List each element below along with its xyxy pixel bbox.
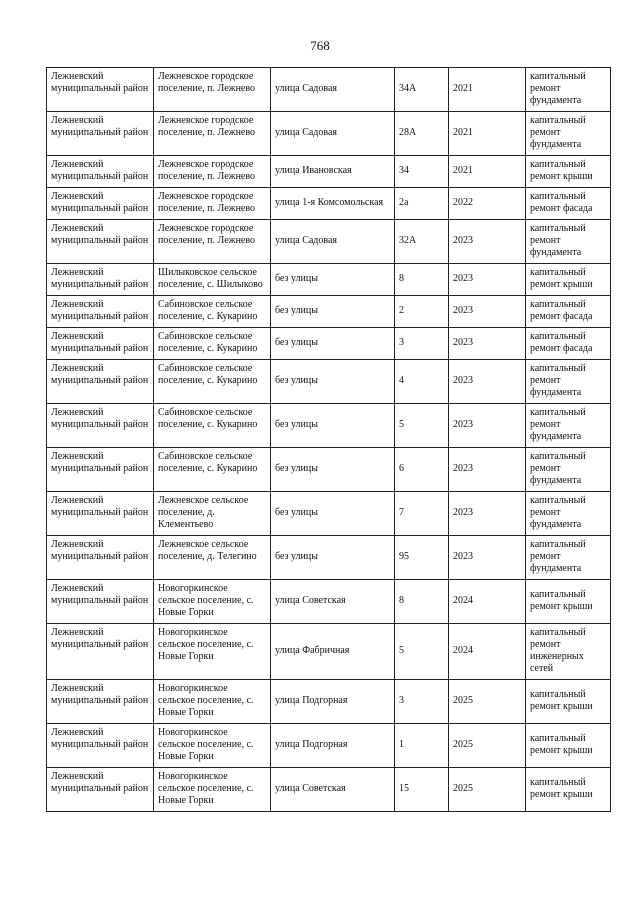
- table-row: [47, 624, 611, 680]
- house-number-cell: 5: [395, 404, 449, 448]
- year-cell: 2021: [449, 68, 526, 112]
- work-type-cell: капитальный ремонт фундамента: [526, 68, 611, 112]
- work-type-cell: капитальный ремонт крыши: [526, 680, 611, 724]
- year-cell: 2021: [449, 156, 526, 188]
- house-number-cell: 2а: [395, 188, 449, 220]
- district-cell: Лежневский муниципальный район: [47, 188, 154, 220]
- house-number-cell: 28А: [395, 112, 449, 156]
- district-cell: Лежневский муниципальный район: [47, 360, 154, 404]
- year-cell: 2023: [449, 448, 526, 492]
- settlement-cell: Лежневское городское поселение, п. Лежнево: [154, 156, 271, 188]
- table-row: [47, 680, 611, 724]
- house-number-cell: 8: [395, 264, 449, 296]
- work-type-cell: капитальный ремонт фасада: [526, 296, 611, 328]
- work-type-cell: капитальный ремонт фундамента: [526, 220, 611, 264]
- settlement-cell: Новогоркинское сельское поселение, с. Новые Горки: [154, 724, 271, 768]
- district-cell: Лежневский муниципальный район: [47, 156, 154, 188]
- settlement-cell: Шилыковское сельское поселение, с. Шилыково: [154, 264, 271, 296]
- table-row: [47, 404, 611, 448]
- settlement-cell: Новогоркинское сельское поселение, с. Новые Горки: [154, 580, 271, 624]
- year-cell: 2022: [449, 188, 526, 220]
- street-cell: улица Ивановская: [271, 156, 395, 188]
- work-type-cell: капитальный ремонт фундамента: [526, 360, 611, 404]
- table-row: [47, 328, 611, 360]
- house-number-cell: 7: [395, 492, 449, 536]
- table-row: [47, 296, 611, 328]
- settlement-cell: Лежневское сельское поселение, д. Телегино: [154, 536, 271, 580]
- year-cell: 2023: [449, 328, 526, 360]
- work-type-cell: капитальный ремонт крыши: [526, 768, 611, 812]
- house-number-cell: 4: [395, 360, 449, 404]
- house-number-cell: 32А: [395, 220, 449, 264]
- district-cell: Лежневский муниципальный район: [47, 680, 154, 724]
- street-cell: улица Садовая: [271, 220, 395, 264]
- year-cell: 2024: [449, 580, 526, 624]
- work-type-cell: капитальный ремонт крыши: [526, 156, 611, 188]
- settlement-cell: Сабиновское сельское поселение, с. Кукарино: [154, 360, 271, 404]
- year-cell: 2025: [449, 680, 526, 724]
- district-cell: Лежневский муниципальный район: [47, 492, 154, 536]
- street-cell: без улицы: [271, 404, 395, 448]
- street-cell: без улицы: [271, 448, 395, 492]
- work-type-cell: капитальный ремонт крыши: [526, 580, 611, 624]
- work-type-cell: капитальный ремонт фундамента: [526, 536, 611, 580]
- house-number-cell: 6: [395, 448, 449, 492]
- table-row: [47, 768, 611, 812]
- street-cell: без улицы: [271, 360, 395, 404]
- district-cell: Лежневский муниципальный район: [47, 536, 154, 580]
- street-cell: улица Подгорная: [271, 680, 395, 724]
- street-cell: без улицы: [271, 536, 395, 580]
- house-number-cell: 34А: [395, 68, 449, 112]
- district-cell: Лежневский муниципальный район: [47, 448, 154, 492]
- district-cell: Лежневский муниципальный район: [47, 404, 154, 448]
- house-number-cell: 95: [395, 536, 449, 580]
- house-number-cell: 34: [395, 156, 449, 188]
- table-row: [47, 536, 611, 580]
- house-number-cell: 5: [395, 624, 449, 680]
- table-row: [47, 264, 611, 296]
- settlement-cell: Лежневское городское поселение, п. Лежнево: [154, 112, 271, 156]
- street-cell: улица Фабричная: [271, 624, 395, 680]
- street-cell: без улицы: [271, 296, 395, 328]
- settlement-cell: Лежневское городское поселение, п. Лежнево: [154, 188, 271, 220]
- settlement-cell: Новогоркинское сельское поселение, с. Новые Горки: [154, 680, 271, 724]
- table-row: [47, 188, 611, 220]
- district-cell: Лежневский муниципальный район: [47, 328, 154, 360]
- settlement-cell: Сабиновское сельское поселение, с. Кукарино: [154, 296, 271, 328]
- settlement-cell: Сабиновское сельское поселение, с. Кукарино: [154, 448, 271, 492]
- year-cell: 2023: [449, 536, 526, 580]
- year-cell: 2023: [449, 296, 526, 328]
- house-number-cell: 15: [395, 768, 449, 812]
- repair-schedule-table: [46, 67, 611, 812]
- district-cell: Лежневский муниципальный район: [47, 580, 154, 624]
- table-body: [47, 68, 611, 812]
- district-cell: Лежневский муниципальный район: [47, 264, 154, 296]
- settlement-cell: Новогоркинское сельское поселение, с. Новые Горки: [154, 624, 271, 680]
- house-number-cell: 8: [395, 580, 449, 624]
- house-number-cell: 3: [395, 328, 449, 360]
- house-number-cell: 1: [395, 724, 449, 768]
- table-row: [47, 492, 611, 536]
- table-row: [47, 448, 611, 492]
- work-type-cell: капитальный ремонт фундамента: [526, 404, 611, 448]
- work-type-cell: капитальный ремонт фасада: [526, 188, 611, 220]
- work-type-cell: капитальный ремонт фундамента: [526, 112, 611, 156]
- district-cell: Лежневский муниципальный район: [47, 220, 154, 264]
- settlement-cell: Сабиновское сельское поселение, с. Кукарино: [154, 328, 271, 360]
- house-number-cell: 3: [395, 680, 449, 724]
- table-row: [47, 580, 611, 624]
- street-cell: улица Садовая: [271, 112, 395, 156]
- year-cell: 2021: [449, 112, 526, 156]
- year-cell: 2023: [449, 492, 526, 536]
- table-row: [47, 156, 611, 188]
- year-cell: 2023: [449, 220, 526, 264]
- street-cell: улица Садовая: [271, 68, 395, 112]
- work-type-cell: капитальный ремонт крыши: [526, 724, 611, 768]
- table-row: [47, 360, 611, 404]
- street-cell: без улицы: [271, 328, 395, 360]
- street-cell: без улицы: [271, 492, 395, 536]
- settlement-cell: Новогоркинское сельское поселение, с. Новые Горки: [154, 768, 271, 812]
- work-type-cell: капитальный ремонт фасада: [526, 328, 611, 360]
- district-cell: Лежневский муниципальный район: [47, 768, 154, 812]
- settlement-cell: Лежневское городское поселение, п. Лежнево: [154, 68, 271, 112]
- district-cell: Лежневский муниципальный район: [47, 68, 154, 112]
- table-row: [47, 220, 611, 264]
- work-type-cell: капитальный ремонт крыши: [526, 264, 611, 296]
- page-number: 768: [310, 38, 330, 53]
- street-cell: улица Советская: [271, 580, 395, 624]
- year-cell: 2025: [449, 768, 526, 812]
- district-cell: Лежневский муниципальный район: [47, 112, 154, 156]
- year-cell: 2024: [449, 624, 526, 680]
- year-cell: 2025: [449, 724, 526, 768]
- table-row: [47, 68, 611, 112]
- street-cell: без улицы: [271, 264, 395, 296]
- district-cell: Лежневский муниципальный район: [47, 296, 154, 328]
- house-number-cell: 2: [395, 296, 449, 328]
- table-row: [47, 724, 611, 768]
- street-cell: улица Советская: [271, 768, 395, 812]
- district-cell: Лежневский муниципальный район: [47, 724, 154, 768]
- year-cell: 2023: [449, 360, 526, 404]
- work-type-cell: капитальный ремонт инженерных сетей: [526, 624, 611, 680]
- year-cell: 2023: [449, 404, 526, 448]
- table-row: [47, 112, 611, 156]
- district-cell: Лежневский муниципальный район: [47, 624, 154, 680]
- street-cell: улица 1-я Комсомольская: [271, 188, 395, 220]
- settlement-cell: Сабиновское сельское поселение, с. Кукарино: [154, 404, 271, 448]
- year-cell: 2023: [449, 264, 526, 296]
- settlement-cell: Лежневское сельское поселение, д. Клементьево: [154, 492, 271, 536]
- street-cell: улица Подгорная: [271, 724, 395, 768]
- work-type-cell: капитальный ремонт фундамента: [526, 448, 611, 492]
- work-type-cell: капитальный ремонт фундамента: [526, 492, 611, 536]
- settlement-cell: Лежневское городское поселение, п. Лежнево: [154, 220, 271, 264]
